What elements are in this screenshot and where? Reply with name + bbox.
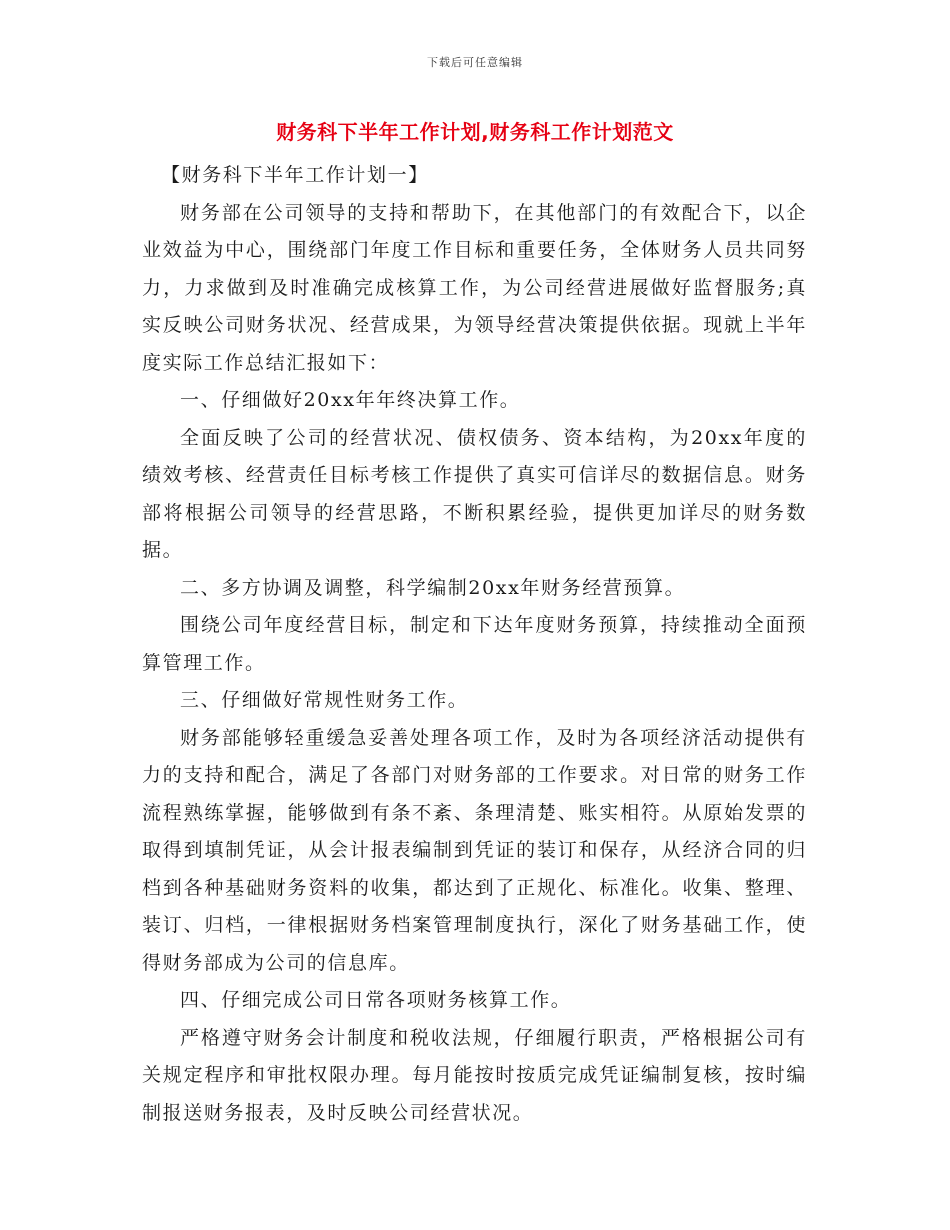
item-heading: 四、仔细完成公司日常各项财务核算工作。	[180, 989, 572, 1011]
paragraph: 围绕公司年度经营目标，制定和下达年度财务预算，持续推动全面预算管理工作。	[142, 614, 807, 674]
document-body	[142, 157, 807, 1132]
paragraph: 财务部能够轻重缓急妥善处理各项工作，及时为各项经济活动提供有力的支持和配合，满足了各部门对财务部的工作要求。对日常的财务工作流程熟练掌握，能够做到有条不紊、条理清楚、账实相符。从原始发票的取得到填制凭证，从会计报表编制到凭证的装订和保存，从经济合同的归档到各种基础财务资料的收集，都达到了正规化、标准化。收集、整理、装订、归档，一律根据财务档案管理制度执行，深化了财务基础工作，使得财务部成为公司的信息库。	[142, 726, 807, 974]
paragraph: 严格遵守财务会计制度和税收法规，仔细履行职责，严格根据公司有关规定程序和审批权限办理。每月能按时按质完成凭证编制复核，按时编制报送财务报表，及时反映公司经营状况。	[142, 1026, 807, 1124]
paragraph: 财务部在公司领导的支持和帮助下，在其他部门的有效配合下，以企业效益为中心，围绕部门年度工作目标和重要任务，全体财务人员共同努力，力求做到及时准确完成核算工作，为公司经营进展做好监督服务;真实反映公司财务状况、经营成果，为领导经营决策提供依据。现就上半年度实际工作总结汇报如下：	[142, 201, 807, 374]
header-note: 下载后可任意编辑	[427, 56, 523, 69]
section-heading: 【财务科下半年工作计划一】	[161, 164, 429, 186]
item-heading: 一、仔细做好20xx年年终决算工作。	[180, 389, 521, 411]
paragraph: 全面反映了公司的经营状况、债权债务、资本结构，为20xx年度的绩效考核、经营责任目标考核工作提供了真实可信详尽的数据信息。财务部将根据公司领导的经营思路，不断积累经验，提供更加详尽的财务数据。	[142, 426, 807, 561]
document-title: 财务科下半年工作计划,财务科工作计划范文	[276, 120, 674, 144]
item-heading: 三、仔细做好常规性财务工作。	[180, 689, 469, 711]
item-heading: 二、多方协调及调整，科学编制20xx年财务经营预算。	[180, 576, 686, 599]
